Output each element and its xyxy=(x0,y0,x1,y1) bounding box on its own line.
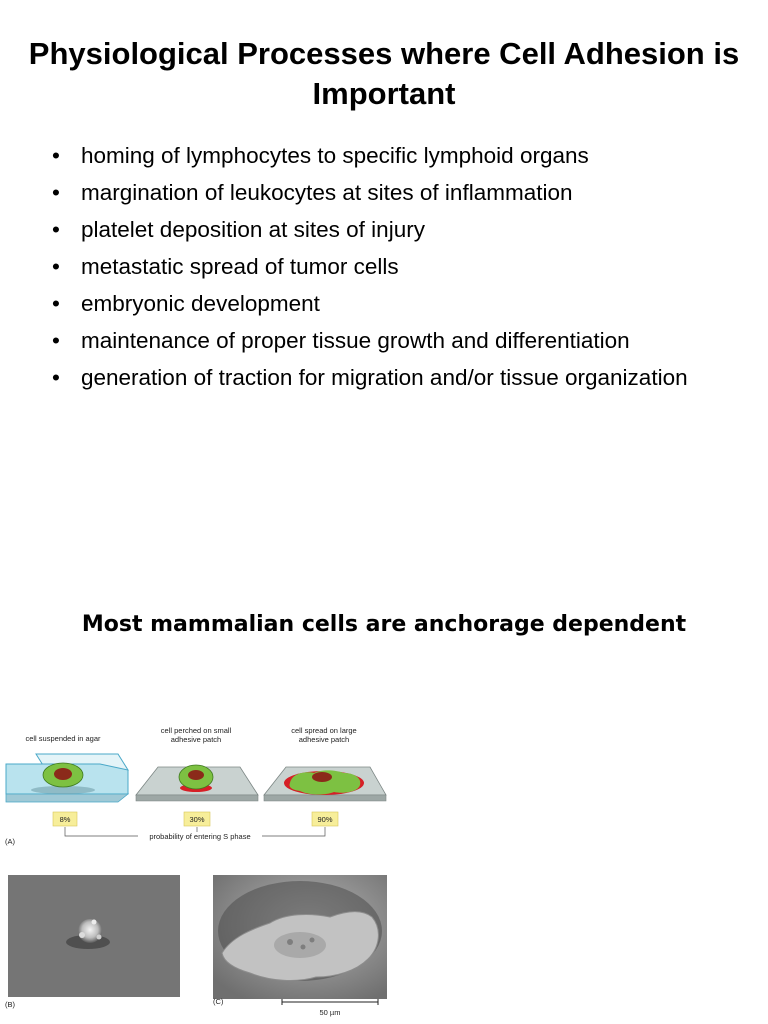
condition-caption: cell spread on large xyxy=(291,726,357,735)
condition-caption: adhesive patch xyxy=(298,735,350,744)
bullet-item: • metastatic spread of tumor cells xyxy=(52,252,692,282)
bracket-line xyxy=(262,827,325,836)
bullet-item: • homing of lymphocytes to specific lymphoid organs xyxy=(52,141,692,171)
substrate-edge xyxy=(136,795,258,801)
cell-nucleus xyxy=(312,772,332,782)
panel-label: (A) xyxy=(5,837,15,846)
percent-value: 30% xyxy=(189,815,205,824)
panel-label: (B) xyxy=(5,1000,15,1009)
bullet-item: • platelet deposition at sites of injury xyxy=(52,215,692,245)
cell-nucleus xyxy=(54,768,72,780)
cell-granule xyxy=(310,938,315,943)
condition-small-patch xyxy=(136,726,258,801)
cell-granule xyxy=(301,945,306,950)
bullet-item: • maintenance of proper tissue growth and differentiation xyxy=(52,326,692,356)
condition-large-patch xyxy=(264,726,386,801)
cell-bleb xyxy=(97,935,102,940)
cell-bleb xyxy=(92,920,97,925)
percent-value: 90% xyxy=(317,815,333,824)
bullet-list xyxy=(52,141,692,400)
anchorage-figure xyxy=(0,715,400,1020)
condition-agar xyxy=(6,734,128,802)
panel-label: (C) xyxy=(213,997,224,1006)
condition-caption: cell suspended in agar xyxy=(25,734,101,743)
bracket-line xyxy=(65,827,138,836)
slide-title: Physiological Processes where Cell Adhesion is Important xyxy=(28,36,740,111)
agar-box-base xyxy=(6,794,128,802)
bullet-item: • generation of traction for migration and/or tissue organization xyxy=(52,363,692,393)
scale-bar-label: 50 µm xyxy=(319,1008,341,1017)
slide-subtitle: Most mammalian cells are anchorage dependent xyxy=(81,612,687,637)
probability-label: probability of entering S phase xyxy=(149,832,251,841)
micrograph-rounded-cell xyxy=(8,875,180,997)
cell-granule xyxy=(287,939,293,945)
condition-caption: adhesive patch xyxy=(170,735,222,744)
cell-bleb xyxy=(79,932,85,938)
condition-caption: cell perched on small xyxy=(160,726,232,735)
cell-nucleus xyxy=(188,770,204,780)
substrate-edge xyxy=(264,795,386,801)
micrograph-spread-cell xyxy=(213,875,387,999)
cell-nucleus-region xyxy=(274,932,326,958)
bullet-item: • embryonic development xyxy=(52,289,692,319)
bullet-item: • margination of leukocytes at sites of inflammation xyxy=(52,178,692,208)
percent-value: 8% xyxy=(59,815,71,824)
